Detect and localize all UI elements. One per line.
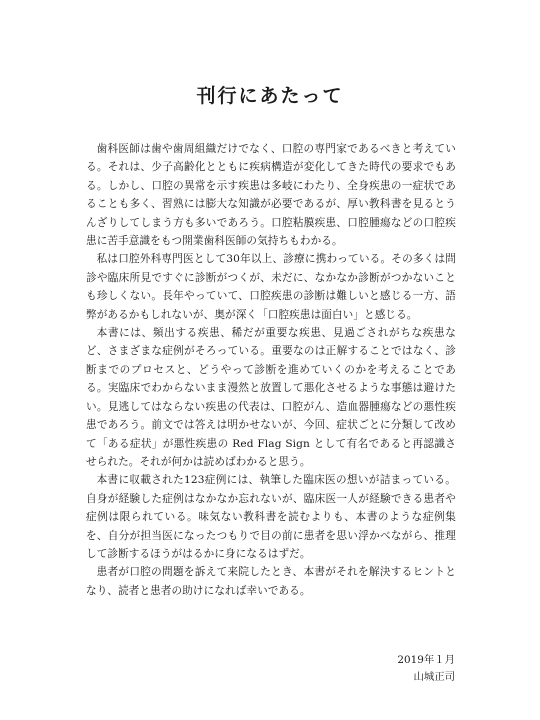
signature-date: 2019年１月	[397, 654, 455, 666]
paragraph-4: 本書に収載された123症例には、執筆した臨床医の想いが詰まっている。自身が経験した症例はなかなか忘れないが、臨床医一人が経験できる患者や症例は限られている。味気ない教科書を読むよりも、本書のような症例集を、自分が担当医になったつもりで目の前に患者を思い浮かべながら、推理して診断するほうがはるかに身になるはずだ。	[86, 474, 456, 560]
paragraph-1: 歯科医師は歯や歯周組織だけでなく、口腔の専門家であるべきと考えている。それは、少子高齢化とともに疾病構造が変化してきた時代の要求でもある。しかし、口腔の異常を示す疾患は多岐にわたり、全身疾患の一症状であることも多く、習熟には膨大な知識が必要であるが、厚い教科書を見るとうんざりしてしまう方も多いであろう。口腔粘膜疾患、口腔腫瘍などの口腔疾患に苦手意識をもつ開業歯科医師の気持ちもわかる。	[86, 143, 456, 248]
paragraph-5: 患者が口腔の問題を訴えて来院したとき、本書がそれを解決するヒントとなり、読者と患者の助けになれば幸いである。	[86, 566, 456, 597]
signature-block	[397, 652, 455, 686]
paragraph-3: 本書には、頻出する疾患、稀だが重要な疾患、見過ごされがちな疾患など、さまざまな症例がそろっている。重要なのは正解することではなく、診断までのプロセスと、どうやって診断を進めていくのかを考えることである。実臨床でわからないまま漫然と放置して悪化させるような事態は避けたい。見逃してはならない疾患の代表は、口腔がん、造血器腫瘍などの悪性疾患であろう。前文では答えは明かせないが、今回、症状ごとに分類して改めて「ある症状」が悪性疾患の Red Flag Sign として有名であると再認識させられた。それが何かは読めばわかると思う。	[86, 327, 456, 468]
page-title: 刊行にあたって	[196, 85, 344, 107]
signature-author: 山城正司	[413, 671, 455, 683]
paragraph-2: 私は口腔外科専門医として30年以上、診療に携わっている。その多くは問診や臨床所見ですぐに診断がつくが、未だに、なかなか診断がつかないことも珍しくない。長年やっていて、口腔疾患の診断は難しいと感じる一方、語弊があるかもしれないが、奥が深く「口腔疾患は面白い」と感じる。	[86, 253, 456, 321]
preface-body	[86, 140, 456, 600]
